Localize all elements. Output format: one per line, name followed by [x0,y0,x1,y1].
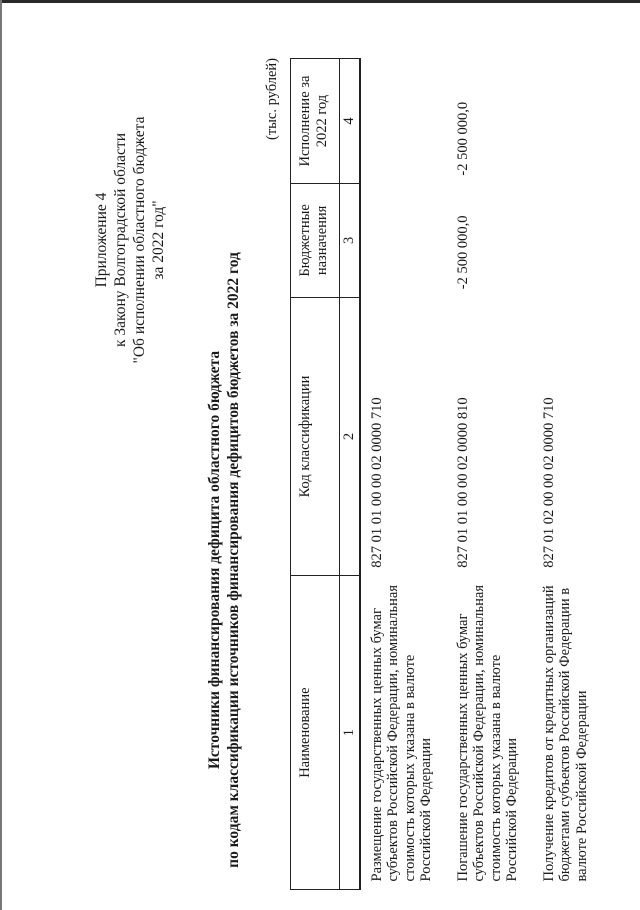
table-row [533,59,603,890]
appendix-number: Приложение 4 [93,192,110,288]
column-number-4: 4 [340,59,360,184]
units-label: (тыс. рублей) [264,58,280,140]
row-name: Размещение государственных ценных бумаг субъектов Российской Федерации, номинальная стоимость которых указана в валюте Российской Федерации [368,585,434,882]
appendix-note [92,70,168,410]
column-number-row [340,59,360,890]
header-execution: Исполнение за 2022 год [291,59,340,184]
row-execution: -2 500 000,0 [454,101,471,176]
row-code: 827 01 01 00 00 02 0000 810 [454,397,471,568]
column-number-2: 2 [340,297,360,576]
row-budget [533,184,603,298]
row-name: Погашение государственных ценных бумаг субъектов Российской Федерации, номинальная стоимость которых указана в валюте Российской Федерации [454,585,520,882]
row-code: 827 01 01 00 00 02 0000 710 [368,397,385,568]
appendix-law-title: "Об исполнении областного бюджета [131,116,148,364]
row-name: Получение кредитов от кредитных организаций бюджетами субъектов Российской Федерации в валюте Российской Федерации [540,585,590,882]
document-title [205,210,243,910]
header-name: Наименование [291,576,340,890]
table-row [447,59,533,890]
appendix-law: к Закону Волгоградской области [112,132,129,348]
row-budget [360,184,447,298]
appendix-law-year: за 2022 год" [150,200,167,280]
row-budget: -2 500 000,0 [454,215,471,290]
table-header-row [291,59,340,890]
sources-table [290,58,602,890]
header-budget: Бюджетные назначения [291,184,340,298]
header-code: Код классификации [291,297,340,576]
row-execution [360,59,447,184]
title-line-1: Источники финансирования дефицита областного бюджета [206,350,223,770]
column-number-3: 3 [340,184,360,298]
table-row [360,59,447,890]
row-execution [533,59,603,184]
row-code: 827 01 02 00 00 02 0000 710 [540,397,557,568]
column-number-1: 1 [340,576,360,890]
title-line-2: по кодам классификации источников финансирования дефицитов бюджетов за 2022 год [225,252,242,868]
